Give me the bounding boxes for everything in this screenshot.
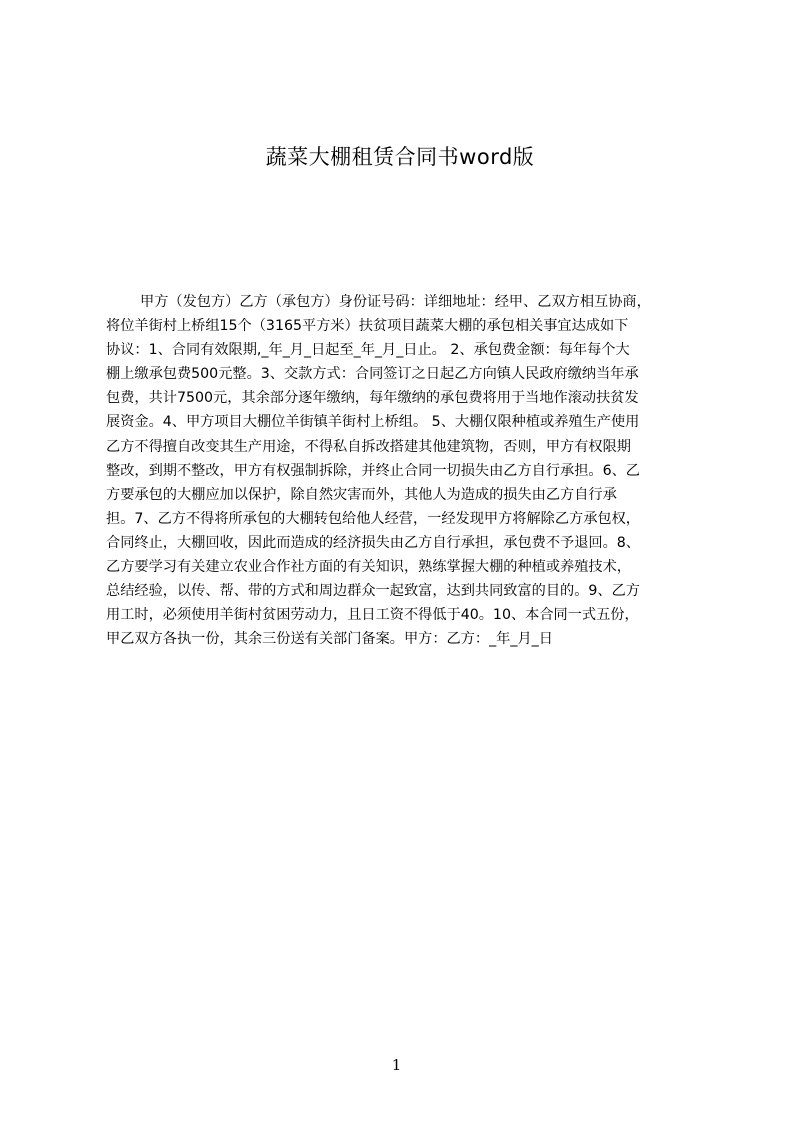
body-line: 乙方要学习有关建立农业合作社方面的有关知识，熟练掌握大棚的种植或养殖技术，	[106, 559, 631, 576]
body-line: 协议：1、合同有效限期,_年_月_日起至_年_月_日止。 2、承包费金额：每年每个大	[106, 342, 630, 359]
body-line: 乙方不得擅自改变其生产用途，不得私自拆改搭建其他建筑物，否则，甲方有权限期	[106, 438, 631, 455]
page-number: 1	[391, 1056, 402, 1074]
body-line: 将位羊街村上桥组15个（3165平方米）扶贫项目蔬菜大棚的承包相关事宜达成如下	[106, 318, 629, 335]
body-line: 整改，到期不整改，甲方有权强制拆除，并终止合同一切损失由乙方自行承担。6、乙	[106, 462, 640, 479]
body-line: 展资金。4、甲方项目大棚位羊街镇羊街村上桥组。 5、大棚仅限种植或养殖生产使用	[106, 414, 640, 431]
body-line: 甲方（发包方）乙方（承包方）身份证号码：详细地址：经甲、乙双方相互协商，	[140, 294, 651, 310]
body-line: 担。7、乙方不得将所承包的大棚转包给他人经营，一经发现甲方将解除乙方承包权，	[106, 510, 640, 527]
body-line: 用工时，必须使用羊街村贫困劳动力，且日工资不得低于40。10、本合同一式五份，	[106, 607, 639, 624]
document-title: 蔬菜大棚租赁合同书word版	[265, 145, 535, 169]
body-line: 棚上缴承包费500元整。3、交款方式：合同签订之日起乙方向镇人民政府缴纳当年承	[106, 366, 639, 383]
body-line: 甲乙双方各执一份，其余三份送有关部门备案。甲方：乙方：_年_月_日	[106, 631, 553, 648]
body-line: 合同终止，大棚回收，因此而造成的经济损失由乙方自行承担，承包费不予退回。8、	[106, 534, 640, 551]
body-line: 方要承包的大棚应加以保护，除自然灾害而外，其他人为造成的损失由乙方自行承	[106, 486, 617, 503]
contract-body	[106, 290, 701, 651]
body-line: 包费，共计7500元，其余部分逐年缴纳，每年缴纳的承包费将用于当地作滚动扶贫发	[106, 390, 639, 407]
body-line: 总结经验，以传、帮、带的方式和周边群众一起致富，达到共同致富的目的。9、乙方	[106, 583, 640, 600]
